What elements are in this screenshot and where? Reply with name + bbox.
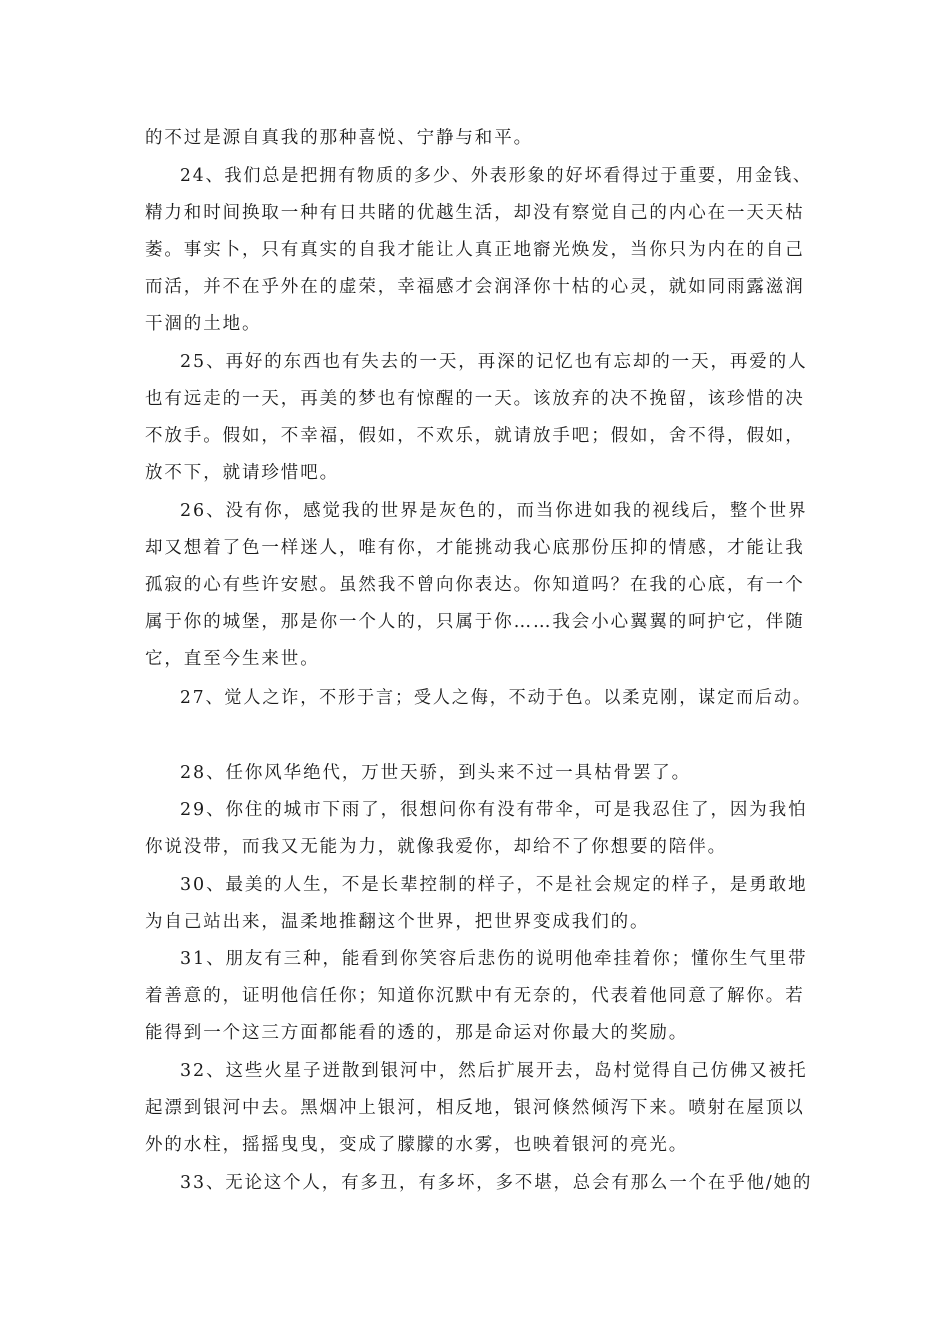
- paragraph-24-line-1: 24、我们总是把拥有物质的多少、外表形象的好坏看得过于重要，用金钱、: [180, 166, 812, 186]
- paragraph-30-line-1: 30、最美的人生，不是长辈控制的样子，不是社会规定的样子，是勇敢地: [180, 875, 808, 895]
- text-line: 的不过是源自真我的那种喜悦、宁静与和平。: [145, 128, 533, 148]
- text-line: 不放手。假如，不幸福，假如，不欢乐，就请放手吧；假如，舍不得，假如，: [145, 426, 805, 446]
- paragraph-31-line-1: 31、朋友有三种，能看到你笑容后悲伤的说明他牵挂着你；懂你生气里带: [180, 949, 808, 969]
- paragraph-29-line-1: 29、你住的城市下雨了，很想问你有没有带伞，可是我忍住了，因为我怕: [180, 800, 808, 820]
- text-line: 放不下，就请珍惜吧。: [145, 463, 339, 483]
- text-line: 而活，并不在乎外在的虚荣，幸福感才会润泽你十枯的心灵，就如同雨露滋润: [145, 277, 805, 297]
- paragraph-28-line-1: 28、任你风华绝代，万世天骄，到头来不过一具枯骨罢了。: [180, 763, 692, 783]
- text-line: 它，直至今生来世。: [145, 649, 320, 669]
- paragraph-26-line-1: 26、没有你，感觉我的世界是灰色的，而当你进如我的视线后，整个世界: [180, 501, 808, 521]
- text-line: 起漂到银河中去。黑烟冲上银河，相反地，银河倏然倾泻下来。喷射在屋顶以: [145, 1098, 805, 1118]
- text-line: 为自己站出来，温柔地推翻这个世界，把世界变成我们的。: [145, 912, 650, 932]
- text-line: 萎。事实卜，只有真实的自我才能让人真正地窬光焕发，当你只为内在的自己: [145, 240, 805, 260]
- text-line: 外的水柱，摇摇曳曳，变成了朦朦的水雾，也映着银河的亮光。: [145, 1135, 689, 1155]
- paragraph-33-line-1: 33、无论这个人，有多丑，有多坏，多不堪，总会有那么一个在乎他/她的: [180, 1173, 813, 1193]
- text-line: 属于你的城堡，那是你一个人的，只属于你……我会小心翼翼的呵护它，伴随: [145, 612, 805, 632]
- paragraph-25-line-1: 25、再好的东西也有失去的一天，再深的记忆也有忘却的一天，再爱的人: [180, 352, 808, 372]
- text-line: 精力和时间换取一种有日共睹的优越生活，却没有察觉自己的内心在一天天枯: [145, 203, 805, 223]
- text-line: 你说没带，而我又无能为力，就像我爱你，却给不了你想要的陪伴。: [145, 837, 727, 857]
- text-line: 能得到一个这三方面都能看的透的，那是命运对你最大的奖励。: [145, 1023, 689, 1043]
- paragraph-27-line-1: 27、觉人之诈，不形于言；受人之侮，不动于色。以柔克刚，谋定而后动。: [180, 688, 812, 708]
- text-line: 也有远走的一天，再美的梦也有惊醒的一天。该放弃的决不挽留，该珍惜的决: [145, 389, 805, 409]
- text-line: 孤寂的心有些许安慰。虽然我不曾向你表达。你知道吗？在我的心底，有一个: [145, 575, 805, 595]
- paragraph-32-line-1: 32、这些火星子迸散到银河中，然后扩展开去，岛村觉得自己仿佛又被托: [180, 1061, 808, 1081]
- text-line: 干涸的土地。: [145, 314, 262, 334]
- text-line: 却又想着了色一样迷人，唯有你，才能挑动我心底那份压抑的情感，才能让我: [145, 538, 805, 558]
- text-line: 着善意的，证明他信任你；知道你沉默中有无奈的，代表着他同意了解你。若: [145, 986, 805, 1006]
